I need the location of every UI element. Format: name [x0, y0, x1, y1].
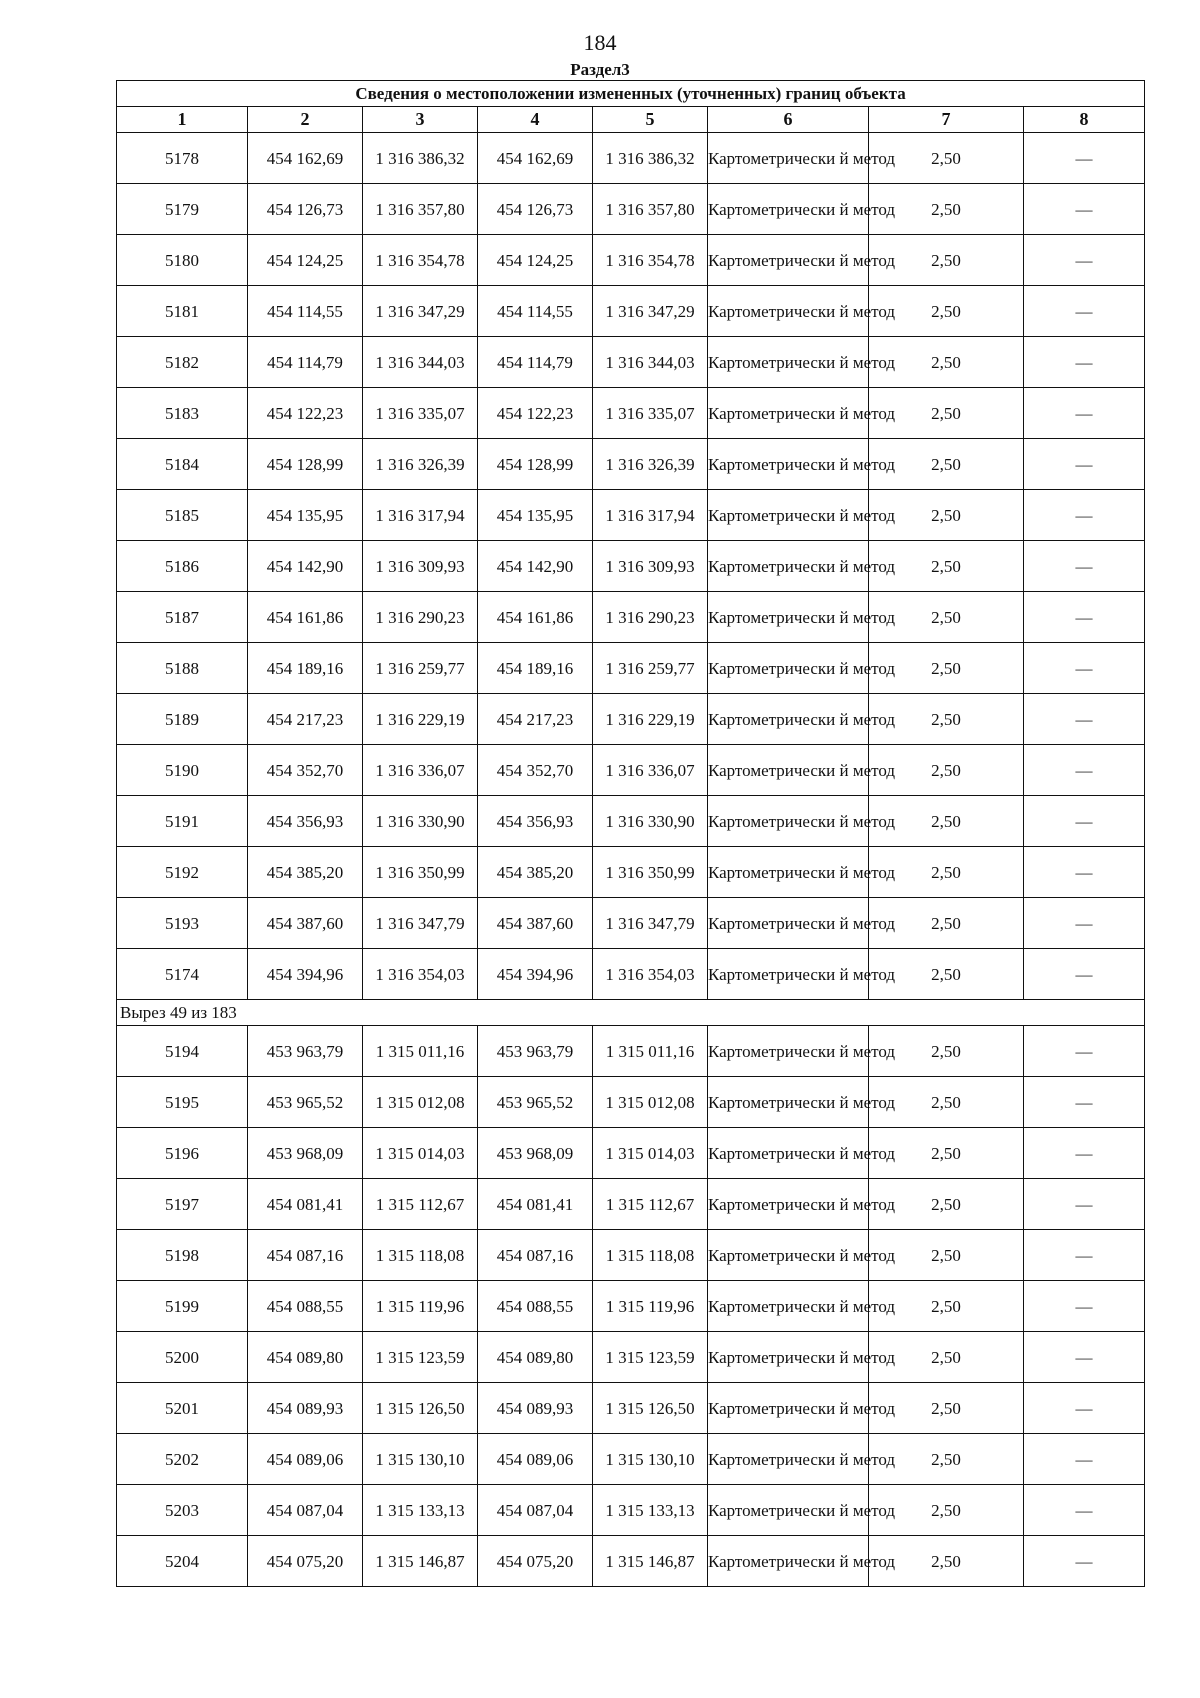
table-row	[117, 592, 1145, 643]
y-old-cell: 1 316 290,23	[363, 592, 478, 643]
y-new-cell: 1 315 118,08	[593, 1230, 708, 1281]
point-number-cell: 5198	[117, 1230, 248, 1281]
x-new-cell: 454 087,16	[478, 1230, 593, 1281]
x-new-cell: 453 963,79	[478, 1026, 593, 1077]
x-new-cell: 454 089,93	[478, 1383, 593, 1434]
column-header: 1	[117, 107, 248, 133]
y-old-cell: 1 315 012,08	[363, 1077, 478, 1128]
accuracy-cell: 2,50	[869, 592, 1024, 643]
x-old-cell: 454 394,96	[248, 949, 363, 1000]
note-cell: —	[1024, 490, 1145, 541]
method-cell: Картометрически й метод	[708, 949, 869, 1000]
x-new-cell: 454 114,79	[478, 337, 593, 388]
method-cell: Картометрически й метод	[708, 1332, 869, 1383]
y-old-cell: 1 316 354,78	[363, 235, 478, 286]
table-row	[117, 1128, 1145, 1179]
point-number-cell: 5196	[117, 1128, 248, 1179]
table-row	[117, 1281, 1145, 1332]
note-cell: —	[1024, 1332, 1145, 1383]
table-title-row	[117, 81, 1145, 107]
method-cell: Картометрически й метод	[708, 1536, 869, 1587]
accuracy-cell: 2,50	[869, 490, 1024, 541]
accuracy-cell: 2,50	[869, 1383, 1024, 1434]
column-header: 7	[869, 107, 1024, 133]
point-number-cell: 5195	[117, 1077, 248, 1128]
cutout-caption: Вырез 49 из 183	[117, 1000, 1145, 1026]
accuracy-cell: 2,50	[869, 643, 1024, 694]
table-row	[117, 1434, 1145, 1485]
note-cell: —	[1024, 1536, 1145, 1587]
x-old-cell: 454 385,20	[248, 847, 363, 898]
method-cell: Картометрически й метод	[708, 541, 869, 592]
y-old-cell: 1 316 229,19	[363, 694, 478, 745]
y-new-cell: 1 316 350,99	[593, 847, 708, 898]
y-new-cell: 1 316 259,77	[593, 643, 708, 694]
table-row	[117, 337, 1145, 388]
x-old-cell: 454 162,69	[248, 133, 363, 184]
point-number-cell: 5200	[117, 1332, 248, 1383]
y-new-cell: 1 316 354,78	[593, 235, 708, 286]
note-cell: —	[1024, 898, 1145, 949]
accuracy-cell: 2,50	[869, 133, 1024, 184]
y-new-cell: 1 316 354,03	[593, 949, 708, 1000]
table-row	[117, 388, 1145, 439]
y-old-cell: 1 315 123,59	[363, 1332, 478, 1383]
method-cell: Картометрически й метод	[708, 439, 869, 490]
point-number-cell: 5190	[117, 745, 248, 796]
accuracy-cell: 2,50	[869, 694, 1024, 745]
method-cell: Картометрически й метод	[708, 184, 869, 235]
accuracy-cell: 2,50	[869, 439, 1024, 490]
accuracy-cell: 2,50	[869, 796, 1024, 847]
table-row	[117, 1485, 1145, 1536]
y-new-cell: 1 315 130,10	[593, 1434, 708, 1485]
method-cell: Картометрически й метод	[708, 1281, 869, 1332]
y-old-cell: 1 315 119,96	[363, 1281, 478, 1332]
y-new-cell: 1 316 335,07	[593, 388, 708, 439]
accuracy-cell: 2,50	[869, 235, 1024, 286]
point-number-cell: 5178	[117, 133, 248, 184]
y-new-cell: 1 315 119,96	[593, 1281, 708, 1332]
x-new-cell: 454 135,95	[478, 490, 593, 541]
table-row	[117, 694, 1145, 745]
note-cell: —	[1024, 1179, 1145, 1230]
note-cell: —	[1024, 847, 1145, 898]
table-row	[117, 1332, 1145, 1383]
method-cell: Картометрически й метод	[708, 1383, 869, 1434]
y-new-cell: 1 315 146,87	[593, 1536, 708, 1587]
point-number-cell: 5179	[117, 184, 248, 235]
y-new-cell: 1 315 012,08	[593, 1077, 708, 1128]
y-old-cell: 1 316 386,32	[363, 133, 478, 184]
accuracy-cell: 2,50	[869, 1179, 1024, 1230]
x-new-cell: 454 394,96	[478, 949, 593, 1000]
accuracy-cell: 2,50	[869, 184, 1024, 235]
accuracy-cell: 2,50	[869, 1077, 1024, 1128]
table-row	[117, 1383, 1145, 1434]
y-old-cell: 1 315 133,13	[363, 1485, 478, 1536]
point-number-cell: 5191	[117, 796, 248, 847]
note-cell: —	[1024, 745, 1145, 796]
accuracy-cell: 2,50	[869, 286, 1024, 337]
y-new-cell: 1 316 336,07	[593, 745, 708, 796]
table-row	[117, 643, 1145, 694]
table-row	[117, 541, 1145, 592]
y-new-cell: 1 316 309,93	[593, 541, 708, 592]
note-cell: —	[1024, 643, 1145, 694]
x-old-cell: 454 089,93	[248, 1383, 363, 1434]
accuracy-cell: 2,50	[869, 1434, 1024, 1485]
accuracy-cell: 2,50	[869, 949, 1024, 1000]
x-new-cell: 454 189,16	[478, 643, 593, 694]
method-cell: Картометрически й метод	[708, 745, 869, 796]
accuracy-cell: 2,50	[869, 388, 1024, 439]
method-cell: Картометрически й метод	[708, 235, 869, 286]
note-cell: —	[1024, 133, 1145, 184]
x-old-cell: 453 963,79	[248, 1026, 363, 1077]
note-cell: —	[1024, 235, 1145, 286]
point-number-cell: 5201	[117, 1383, 248, 1434]
note-cell: —	[1024, 1383, 1145, 1434]
x-old-cell: 454 128,99	[248, 439, 363, 490]
x-new-cell: 454 089,06	[478, 1434, 593, 1485]
method-cell: Картометрически й метод	[708, 592, 869, 643]
x-new-cell: 453 968,09	[478, 1128, 593, 1179]
y-new-cell: 1 316 317,94	[593, 490, 708, 541]
x-old-cell: 454 356,93	[248, 796, 363, 847]
x-old-cell: 454 122,23	[248, 388, 363, 439]
x-new-cell: 454 162,69	[478, 133, 593, 184]
x-new-cell: 454 161,86	[478, 592, 593, 643]
accuracy-cell: 2,50	[869, 541, 1024, 592]
method-cell: Картометрически й метод	[708, 388, 869, 439]
table-row	[117, 133, 1145, 184]
y-new-cell: 1 316 229,19	[593, 694, 708, 745]
accuracy-cell: 2,50	[869, 1128, 1024, 1179]
point-number-cell: 5194	[117, 1026, 248, 1077]
accuracy-cell: 2,50	[869, 337, 1024, 388]
accuracy-cell: 2,50	[869, 745, 1024, 796]
point-number-cell: 5202	[117, 1434, 248, 1485]
x-new-cell: 454 124,25	[478, 235, 593, 286]
x-old-cell: 454 075,20	[248, 1536, 363, 1587]
method-cell: Картометрически й метод	[708, 898, 869, 949]
note-cell: —	[1024, 1230, 1145, 1281]
x-new-cell: 454 122,23	[478, 388, 593, 439]
x-old-cell: 454 217,23	[248, 694, 363, 745]
x-old-cell: 454 087,16	[248, 1230, 363, 1281]
x-new-cell: 454 352,70	[478, 745, 593, 796]
x-new-cell: 454 089,80	[478, 1332, 593, 1383]
y-new-cell: 1 316 330,90	[593, 796, 708, 847]
y-old-cell: 1 316 354,03	[363, 949, 478, 1000]
note-cell: —	[1024, 1128, 1145, 1179]
table-title: Сведения о местоположении измененных (уточненных) границ объекта	[117, 81, 1145, 107]
point-number-cell: 5199	[117, 1281, 248, 1332]
method-cell: Картометрически й метод	[708, 1179, 869, 1230]
note-cell: —	[1024, 1281, 1145, 1332]
table-row	[117, 796, 1145, 847]
method-cell: Картометрически й метод	[708, 1077, 869, 1128]
y-old-cell: 1 315 112,67	[363, 1179, 478, 1230]
method-cell: Картометрически й метод	[708, 286, 869, 337]
note-cell: —	[1024, 337, 1145, 388]
accuracy-cell: 2,50	[869, 1281, 1024, 1332]
x-old-cell: 453 968,09	[248, 1128, 363, 1179]
y-new-cell: 1 315 011,16	[593, 1026, 708, 1077]
point-number-cell: 5174	[117, 949, 248, 1000]
note-cell: —	[1024, 1077, 1145, 1128]
column-header: 5	[593, 107, 708, 133]
x-old-cell: 454 087,04	[248, 1485, 363, 1536]
method-cell: Картометрически й метод	[708, 1230, 869, 1281]
method-cell: Картометрически й метод	[708, 694, 869, 745]
x-new-cell: 454 114,55	[478, 286, 593, 337]
table-row	[117, 745, 1145, 796]
y-old-cell: 1 316 317,94	[363, 490, 478, 541]
y-new-cell: 1 316 347,79	[593, 898, 708, 949]
x-old-cell: 454 387,60	[248, 898, 363, 949]
point-number-cell: 5203	[117, 1485, 248, 1536]
note-cell: —	[1024, 1026, 1145, 1077]
y-old-cell: 1 316 335,07	[363, 388, 478, 439]
note-cell: —	[1024, 796, 1145, 847]
y-new-cell: 1 316 326,39	[593, 439, 708, 490]
y-old-cell: 1 315 126,50	[363, 1383, 478, 1434]
table-row	[117, 847, 1145, 898]
method-cell: Картометрически й метод	[708, 796, 869, 847]
x-old-cell: 453 965,52	[248, 1077, 363, 1128]
column-header: 8	[1024, 107, 1145, 133]
y-new-cell: 1 315 014,03	[593, 1128, 708, 1179]
accuracy-cell: 2,50	[869, 1230, 1024, 1281]
method-cell: Картометрически й метод	[708, 337, 869, 388]
y-new-cell: 1 316 347,29	[593, 286, 708, 337]
y-new-cell: 1 316 344,03	[593, 337, 708, 388]
x-new-cell: 454 088,55	[478, 1281, 593, 1332]
note-cell: —	[1024, 541, 1145, 592]
point-number-cell: 5184	[117, 439, 248, 490]
table-row	[117, 184, 1145, 235]
x-old-cell: 454 352,70	[248, 745, 363, 796]
y-new-cell: 1 315 133,13	[593, 1485, 708, 1536]
note-cell: —	[1024, 1485, 1145, 1536]
y-old-cell: 1 315 146,87	[363, 1536, 478, 1587]
point-number-cell: 5197	[117, 1179, 248, 1230]
x-old-cell: 454 081,41	[248, 1179, 363, 1230]
x-old-cell: 454 124,25	[248, 235, 363, 286]
y-old-cell: 1 316 344,03	[363, 337, 478, 388]
x-old-cell: 454 126,73	[248, 184, 363, 235]
y-old-cell: 1 316 326,39	[363, 439, 478, 490]
y-old-cell: 1 316 309,93	[363, 541, 478, 592]
y-new-cell: 1 316 386,32	[593, 133, 708, 184]
y-old-cell: 1 316 357,80	[363, 184, 478, 235]
table-body	[117, 81, 1145, 1587]
point-number-cell: 5193	[117, 898, 248, 949]
table-row	[117, 286, 1145, 337]
x-new-cell: 454 075,20	[478, 1536, 593, 1587]
point-number-cell: 5181	[117, 286, 248, 337]
table-row	[117, 1230, 1145, 1281]
x-old-cell: 454 114,79	[248, 337, 363, 388]
accuracy-cell: 2,50	[869, 1485, 1024, 1536]
y-old-cell: 1 316 259,77	[363, 643, 478, 694]
cutout-caption-row	[117, 1000, 1145, 1026]
method-cell: Картометрически й метод	[708, 643, 869, 694]
method-cell: Картометрически й метод	[708, 1485, 869, 1536]
y-old-cell: 1 315 011,16	[363, 1026, 478, 1077]
x-new-cell: 453 965,52	[478, 1077, 593, 1128]
method-cell: Картометрически й метод	[708, 847, 869, 898]
x-new-cell: 454 128,99	[478, 439, 593, 490]
point-number-cell: 5182	[117, 337, 248, 388]
table-row	[117, 235, 1145, 286]
accuracy-cell: 2,50	[869, 898, 1024, 949]
y-new-cell: 1 315 126,50	[593, 1383, 708, 1434]
y-new-cell: 1 316 290,23	[593, 592, 708, 643]
y-old-cell: 1 315 130,10	[363, 1434, 478, 1485]
x-old-cell: 454 189,16	[248, 643, 363, 694]
section-label: Раздел3	[570, 60, 630, 79]
x-old-cell: 454 089,80	[248, 1332, 363, 1383]
y-old-cell: 1 316 347,29	[363, 286, 478, 337]
point-number-cell: 5185	[117, 490, 248, 541]
y-old-cell: 1 316 347,79	[363, 898, 478, 949]
note-cell: —	[1024, 286, 1145, 337]
point-number-cell: 5180	[117, 235, 248, 286]
note-cell: —	[1024, 694, 1145, 745]
x-new-cell: 454 081,41	[478, 1179, 593, 1230]
column-header: 6	[708, 107, 869, 133]
point-number-cell: 5183	[117, 388, 248, 439]
table-row	[117, 1077, 1145, 1128]
x-old-cell: 454 135,95	[248, 490, 363, 541]
point-number-cell: 5188	[117, 643, 248, 694]
x-old-cell: 454 088,55	[248, 1281, 363, 1332]
note-cell: —	[1024, 439, 1145, 490]
table-row	[117, 439, 1145, 490]
column-header: 4	[478, 107, 593, 133]
y-old-cell: 1 316 350,99	[363, 847, 478, 898]
note-cell: —	[1024, 949, 1145, 1000]
point-number-cell: 5192	[117, 847, 248, 898]
point-number-cell: 5186	[117, 541, 248, 592]
y-new-cell: 1 315 112,67	[593, 1179, 708, 1230]
point-number-cell: 5187	[117, 592, 248, 643]
accuracy-cell: 2,50	[869, 1536, 1024, 1587]
method-cell: Картометрически й метод	[708, 133, 869, 184]
column-header: 3	[363, 107, 478, 133]
y-old-cell: 1 316 336,07	[363, 745, 478, 796]
accuracy-cell: 2,50	[869, 847, 1024, 898]
x-new-cell: 454 142,90	[478, 541, 593, 592]
table-row	[117, 490, 1145, 541]
note-cell: —	[1024, 592, 1145, 643]
note-cell: —	[1024, 1434, 1145, 1485]
method-cell: Картометрически й метод	[708, 1026, 869, 1077]
table-row	[117, 949, 1145, 1000]
y-old-cell: 1 315 118,08	[363, 1230, 478, 1281]
x-new-cell: 454 126,73	[478, 184, 593, 235]
x-new-cell: 454 356,93	[478, 796, 593, 847]
table-row	[117, 1026, 1145, 1077]
accuracy-cell: 2,50	[869, 1026, 1024, 1077]
x-new-cell: 454 387,60	[478, 898, 593, 949]
accuracy-cell: 2,50	[869, 1332, 1024, 1383]
x-new-cell: 454 087,04	[478, 1485, 593, 1536]
x-old-cell: 454 161,86	[248, 592, 363, 643]
x-old-cell: 454 114,55	[248, 286, 363, 337]
table-row	[117, 898, 1145, 949]
y-old-cell: 1 316 330,90	[363, 796, 478, 847]
note-cell: —	[1024, 184, 1145, 235]
y-new-cell: 1 315 123,59	[593, 1332, 708, 1383]
method-cell: Картометрически й метод	[708, 1434, 869, 1485]
note-cell: —	[1024, 388, 1145, 439]
point-number-cell: 5189	[117, 694, 248, 745]
method-cell: Картометрически й метод	[708, 1128, 869, 1179]
table-row	[117, 1536, 1145, 1587]
method-cell: Картометрически й метод	[708, 490, 869, 541]
page-number: 184	[583, 30, 617, 55]
column-header-row	[117, 107, 1145, 133]
y-old-cell: 1 315 014,03	[363, 1128, 478, 1179]
point-number-cell: 5204	[117, 1536, 248, 1587]
y-new-cell: 1 316 357,80	[593, 184, 708, 235]
x-old-cell: 454 142,90	[248, 541, 363, 592]
x-new-cell: 454 385,20	[478, 847, 593, 898]
x-new-cell: 454 217,23	[478, 694, 593, 745]
table-row	[117, 1179, 1145, 1230]
column-header: 2	[248, 107, 363, 133]
boundary-coordinates-table	[116, 80, 1145, 1587]
x-old-cell: 454 089,06	[248, 1434, 363, 1485]
